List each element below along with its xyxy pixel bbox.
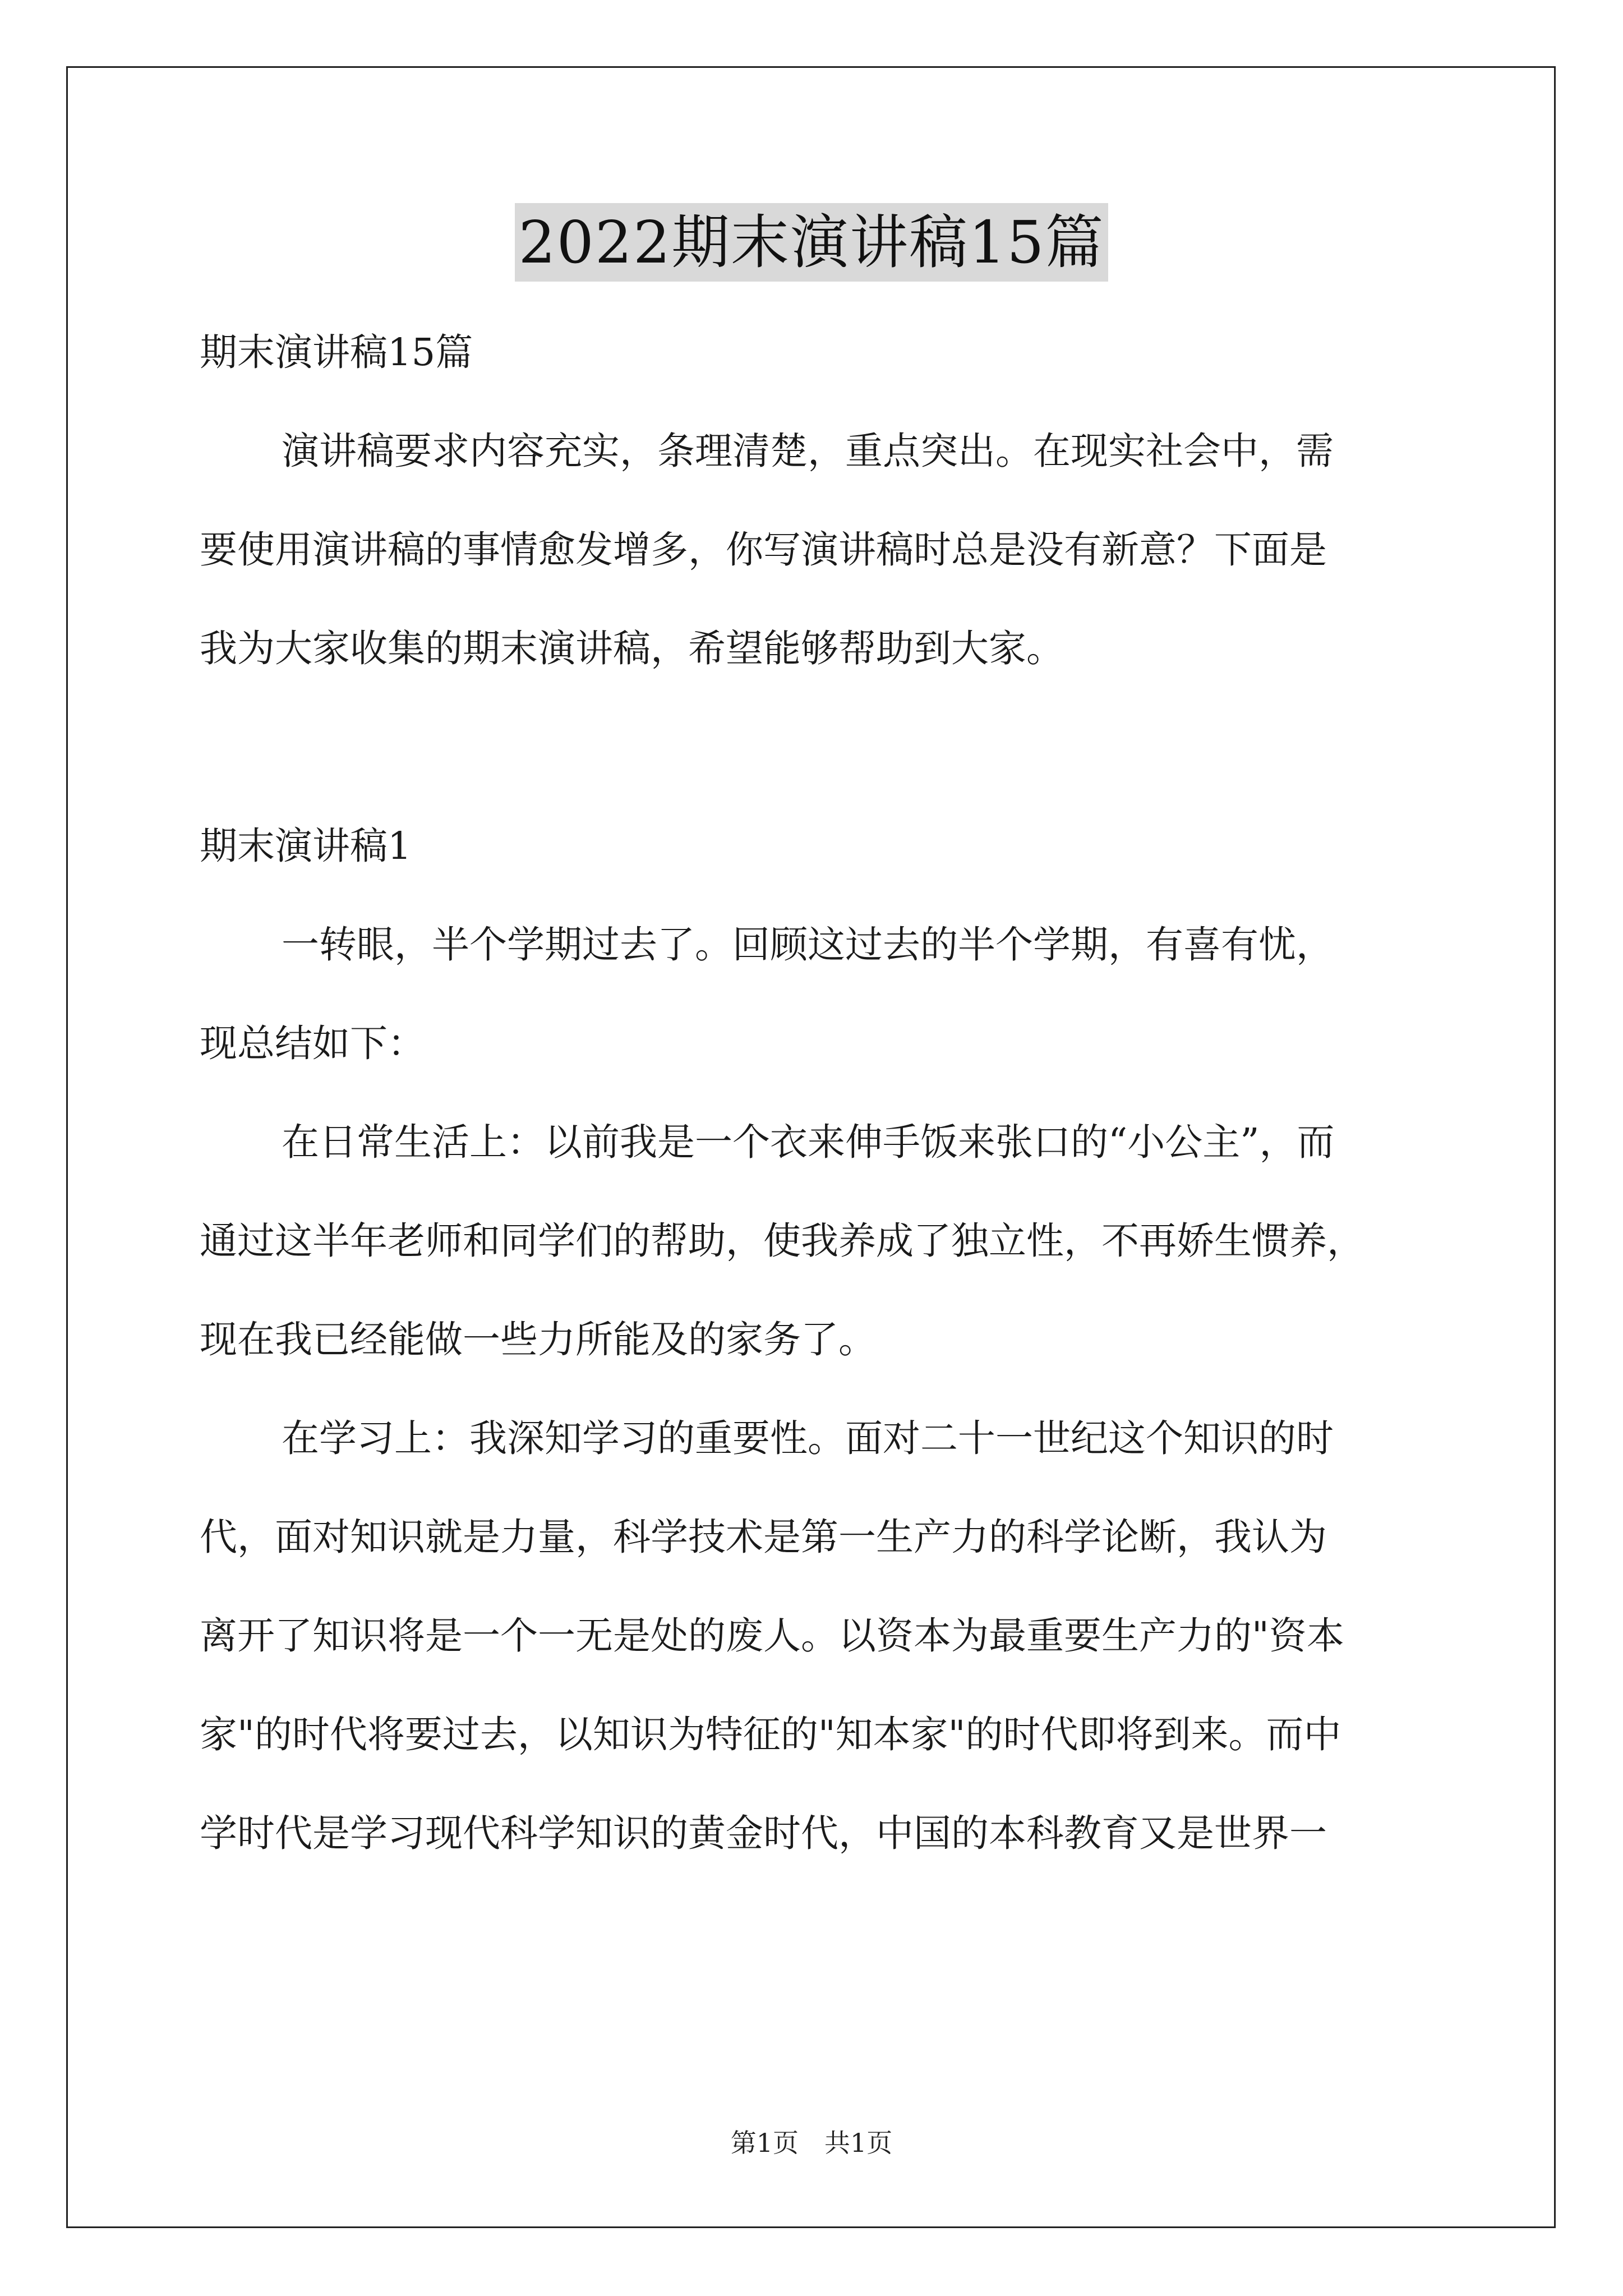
section-heading: 期末演讲稿1 [200,824,412,868]
paragraph-line: 现在我已经能做一些力所能及的家务了。 [200,1318,876,1361]
paragraph-line: 通过这半年老师和同学们的帮助，使我养成了独立性，不再娇生惯养， [200,1219,1364,1263]
intro-line: 我为大家收集的期末演讲稿，希望能够帮助到大家。 [200,627,1064,670]
paragraph-line: 在学习上：我深知学习的重要性。面对二十一世纪这个知识的时 [282,1416,1334,1460]
paragraph-line: 在日常生活上：以前我是一个衣来伸手饭来张口的“小公主”，而 [282,1120,1335,1164]
title-container [0,203,1623,282]
paragraph-line: 现总结如下： [200,1022,425,1065]
paragraph-line: 学时代是学习现代科学知识的黄金时代，中国的本科教育又是世界一 [200,1811,1327,1855]
paragraph-line: 一转眼，半个学期过去了。回顾这过去的半个学期，有喜有忧， [282,923,1334,967]
paragraph-line: 离开了知识将是一个一无是处的废人。以资本为最重要生产力的"资本 [200,1614,1344,1658]
document-subtitle: 期末演讲稿15篇 [200,330,473,374]
page-number-current: 第1页 [730,2128,799,2158]
intro-line: 演讲稿要求内容充实，条理清楚，重点突出。在现实社会中，需 [282,429,1334,473]
page-number-total: 共1页 [824,2128,893,2158]
document-title: 2022期末演讲稿15篇 [515,203,1108,282]
intro-line: 要使用演讲稿的事情愈发增多，你写演讲稿时总是没有新意？下面是 [200,528,1327,572]
page-footer [0,2126,1623,2160]
document-body [200,303,1428,1883]
paragraph-line: 家"的时代将要过去，以知识为特征的"知本家"的时代即将到来。而中 [200,1713,1341,1756]
section-gap [200,698,1428,797]
paragraph-line: 代，面对知识就是力量，科学技术是第一生产力的科学论断，我认为 [200,1515,1327,1559]
